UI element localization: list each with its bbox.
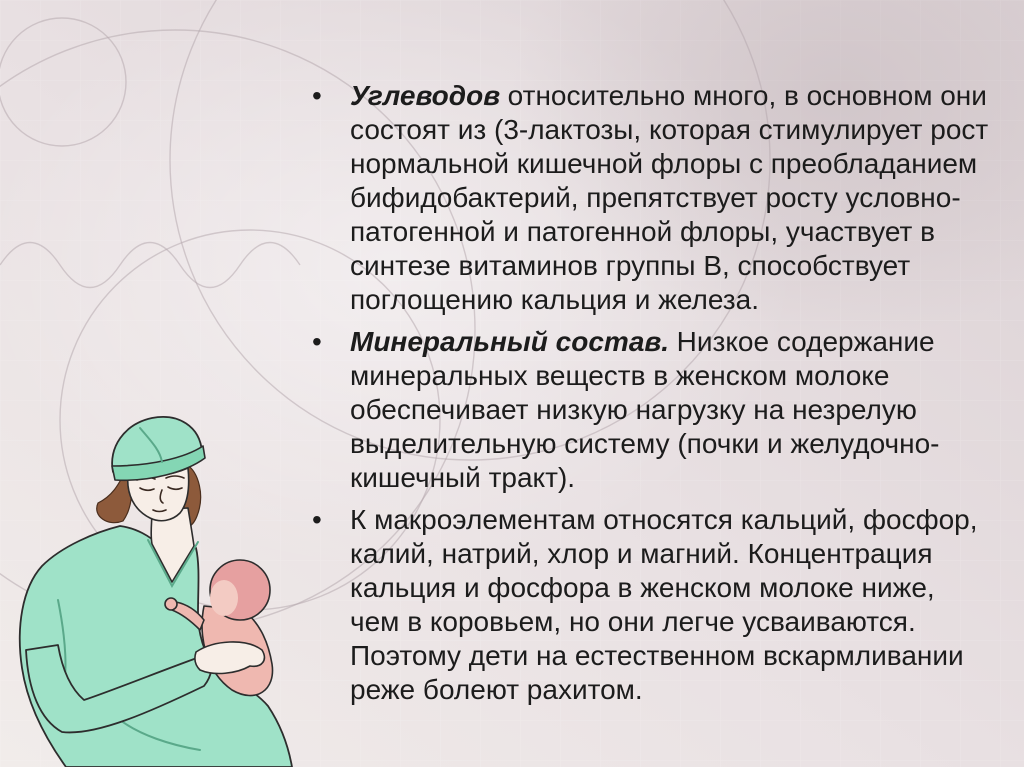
bullet-line: реже болеют рахитом.: [350, 674, 643, 705]
bullet-line: синтезе витаминов группы В, способствует: [350, 250, 911, 281]
bullet-marker: •: [312, 504, 322, 535]
bullet-text: относительно много, в основном они: [507, 80, 987, 111]
bullet-line: кальция и фосфора в женском молоке ниже,: [350, 572, 935, 603]
bullet-line: состоят из (3-лактозы, которая стимулирует рост: [350, 114, 989, 145]
bullet-line: К макроэлементам относятся кальций, фосфор,: [350, 504, 978, 535]
bullet-line: обеспечивает низкую нагрузку на незрелую: [350, 394, 917, 425]
bullet-line: [350, 325, 1010, 359]
bullet-line: нормальной кишечной флоры с преобладанием: [350, 148, 978, 179]
bullet-line: поглощению кальция и железа.: [350, 284, 759, 315]
bullet-line: кишечный тракт).: [350, 462, 576, 493]
baby-hand: [165, 598, 177, 610]
bullet-line: Поэтому дети на естественном вскармливании: [350, 640, 964, 671]
bullet-marker: •: [312, 80, 322, 111]
bullet-line: выделительную систему (почки и желудочно-: [350, 428, 940, 459]
bullet-line: минеральных веществ в женском молоке: [350, 360, 890, 391]
bullet-line: бифидобактерий, препятствует росту условно-: [350, 182, 961, 213]
bullet-item-minerals: [312, 325, 1010, 495]
bullet-line: патогенной и патогенной флоры, участвует в: [350, 216, 935, 247]
bullet-line: чем в коровьем, но они легче усваиваются.: [350, 606, 916, 637]
bullet-lead: Минеральный состав.: [350, 326, 670, 357]
bullet-line: калий, натрий, хлор и магний. Концентрация: [350, 538, 933, 569]
bullet-item-macroelements: [312, 503, 1010, 707]
bullet-lead: Углеводов: [350, 80, 501, 111]
bullet-item-carbohydrates: [312, 79, 1010, 317]
bullet-line: [350, 79, 1010, 113]
bullet-text: Низкое содержание: [676, 326, 935, 357]
slide-content: [312, 79, 1010, 715]
baby-face: [210, 580, 238, 616]
bullet-marker: •: [312, 326, 322, 357]
